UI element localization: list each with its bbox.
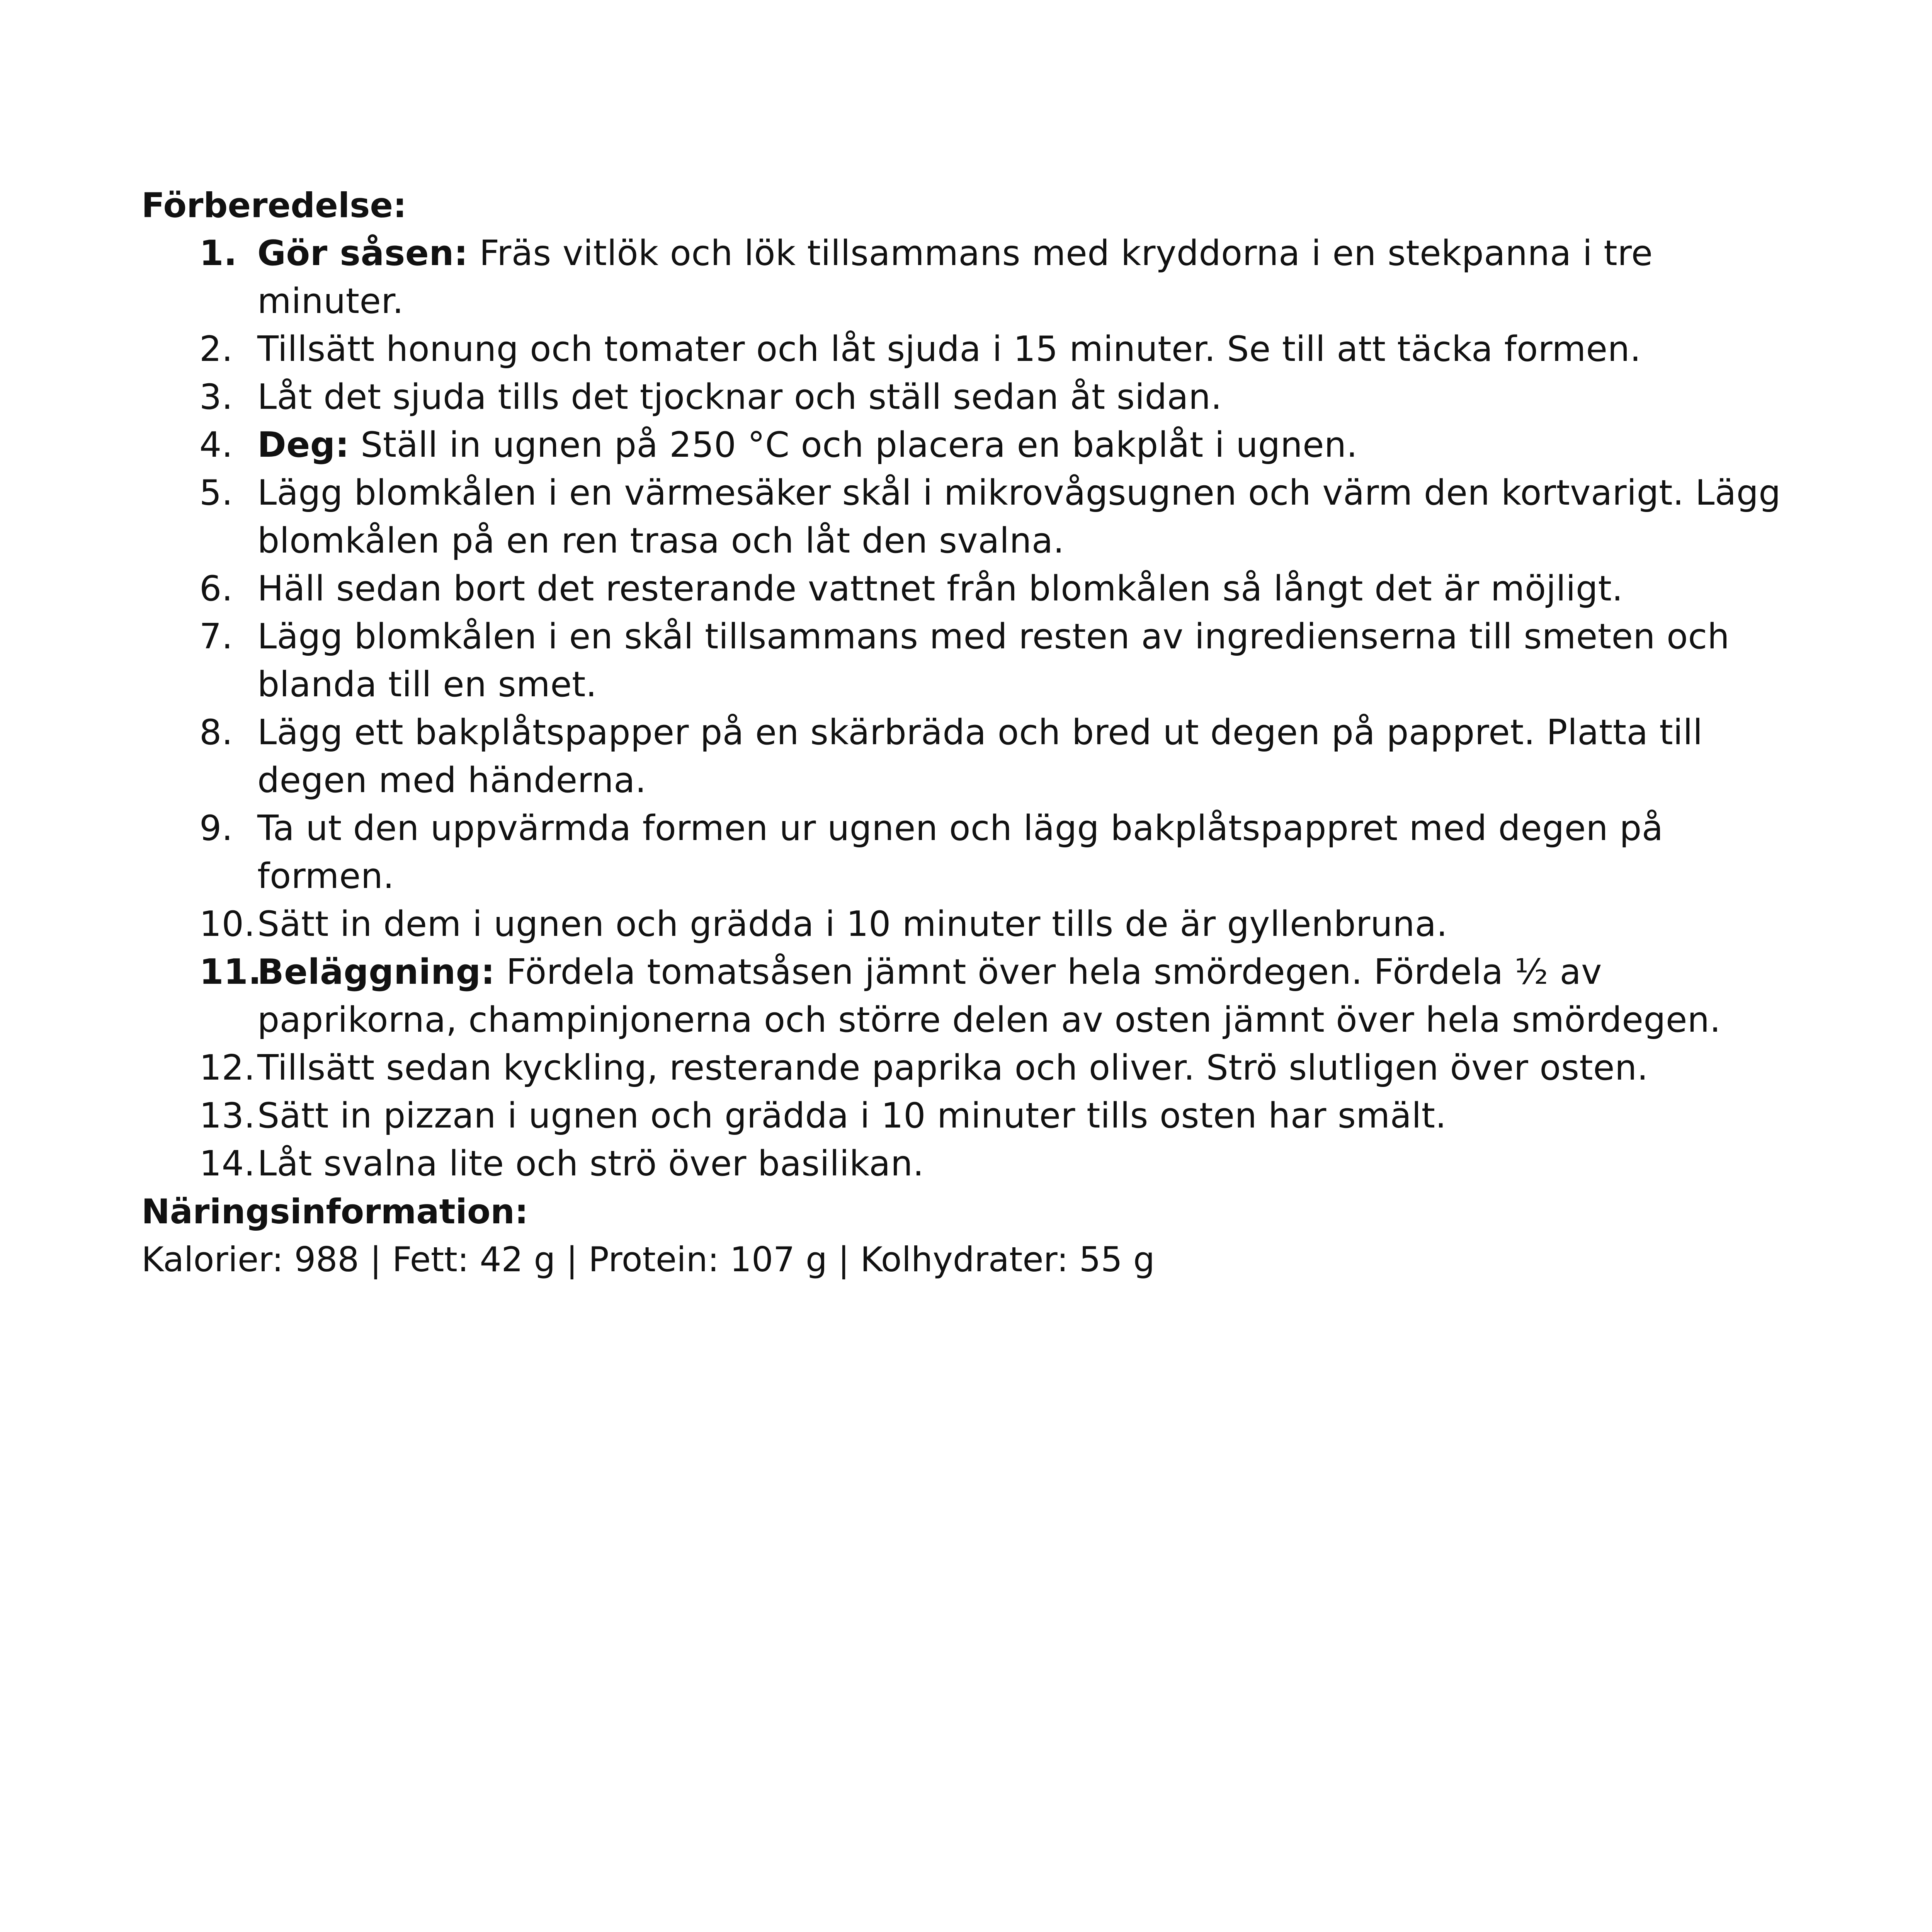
step-number: 11.: [199, 952, 262, 992]
step-number: 8.: [199, 712, 233, 753]
step-number: 5.: [199, 473, 233, 513]
step-lead: Gör såsen:: [257, 233, 468, 274]
step-text: Tillsätt sedan kyckling, resterande paprika och oliver. Strö slutligen över osten.: [257, 1048, 1648, 1088]
step-8: [141, 709, 1803, 804]
step-lead: Beläggning:: [257, 952, 495, 992]
step-lead: Deg:: [257, 425, 350, 465]
step-text: Häll sedan bort det resterande vattnet från blomkålen så långt det är möjligt.: [257, 568, 1623, 609]
step-number: 2.: [199, 329, 233, 369]
step-text: Fräs vitlök och lök tillsammans med kryddorna i en stekpanna i tre minuter.: [257, 233, 1653, 321]
preparation-steps: [141, 230, 1803, 1188]
step-10: [141, 900, 1803, 948]
step-text: Tillsätt honung och tomater och låt sjuda i 15 minuter. Se till att täcka formen.: [257, 329, 1641, 369]
step-3: [141, 373, 1803, 421]
step-4: [141, 421, 1803, 469]
step-text: Sätt in pizzan i ugnen och grädda i 10 minuter tills osten har smält.: [257, 1095, 1447, 1136]
step-5: [141, 469, 1803, 565]
step-text: Lägg blomkålen i en skål tillsammans med resten av ingredienserna till smeten och blanda till en smet.: [257, 616, 1730, 705]
step-2: [141, 325, 1803, 373]
step-number: 9.: [199, 808, 233, 849]
step-14: [141, 1140, 1803, 1188]
step-6: [141, 565, 1803, 613]
nutrition-info: Kalorier: 988 | Fett: 42 g | Protein: 107 g | Kolhydrater: 55 g: [141, 1240, 1155, 1279]
step-text: Ställ in ugnen på 250 °C och placera en bakplåt i ugnen.: [349, 425, 1358, 465]
step-text: Ta ut den uppvärmda formen ur ugnen och lägg bakplåtspappret med degen på formen.: [257, 808, 1663, 896]
step-number: 14.: [199, 1143, 255, 1184]
step-1: [141, 230, 1803, 325]
step-text: Lägg ett bakplåtspapper på en skärbräda och bred ut degen på pappret. Platta till degen med händerna.: [257, 712, 1703, 801]
step-number: 6.: [199, 568, 233, 609]
step-number: 4.: [199, 425, 233, 465]
step-text: Lägg blomkålen i en värmesäker skål i mikrovågsugnen och värm den kortvarigt. Lägg blomkålen på en ren trasa och låt den svalna.: [257, 473, 1781, 561]
step-text: Låt svalna lite och strö över basilikan.: [257, 1143, 924, 1184]
nutrition-heading: Näringsinformation:: [141, 1192, 529, 1231]
step-11: [141, 948, 1803, 1044]
step-number: 13.: [199, 1095, 255, 1136]
step-text: Låt det sjuda tills det tjocknar och ställ sedan åt sidan.: [257, 377, 1222, 417]
step-number: 12.: [199, 1048, 255, 1088]
step-number: 7.: [199, 616, 233, 657]
step-9: [141, 804, 1803, 900]
step-number: 1.: [199, 233, 237, 274]
step-12: [141, 1044, 1803, 1092]
step-13: [141, 1092, 1803, 1140]
preparation-heading: Förberedelse:: [141, 185, 407, 225]
recipe-content: [141, 182, 1803, 1284]
step-number: 10.: [199, 904, 255, 944]
step-number: 3.: [199, 377, 233, 417]
step-text: Sätt in dem i ugnen och grädda i 10 minuter tills de är gyllenbruna.: [257, 904, 1448, 944]
step-7: [141, 613, 1803, 709]
step-text: Fördela tomatsåsen jämnt över hela smördegen. Fördela ½ av paprikorna, champinjonerna och större delen av osten jämnt över hela smördegen.: [257, 952, 1721, 1040]
